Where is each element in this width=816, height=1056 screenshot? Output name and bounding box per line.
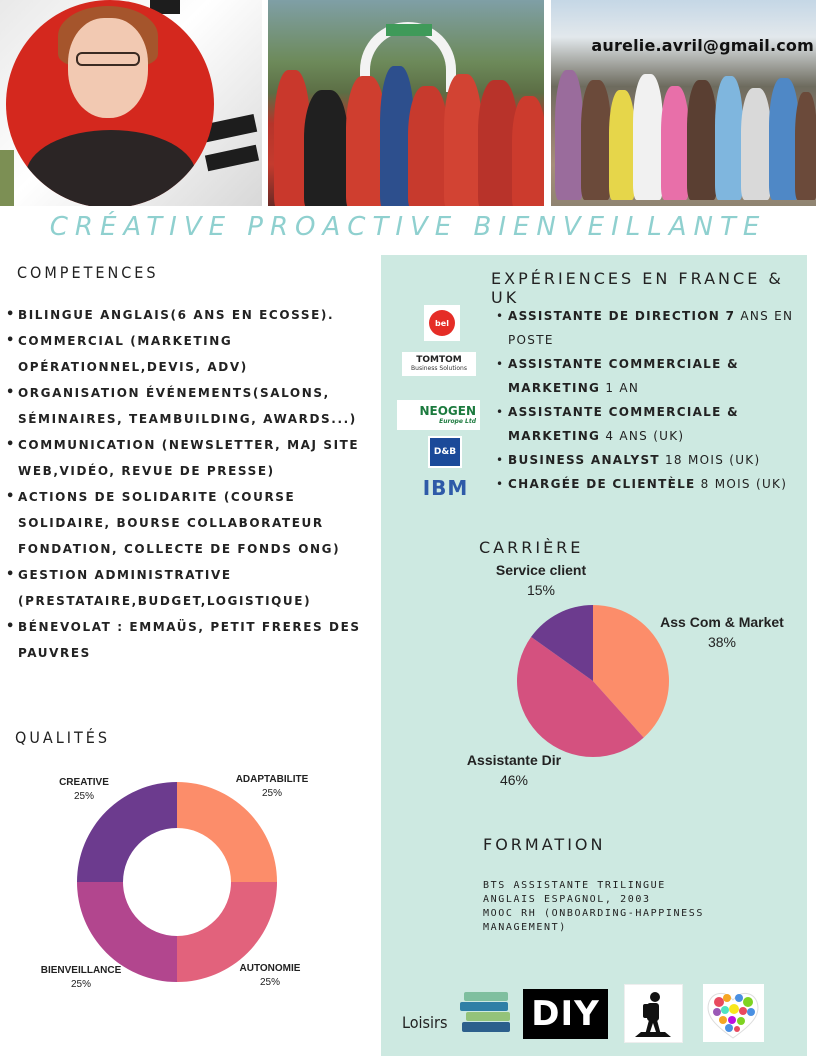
pie-label-service-client <box>488 560 594 600</box>
experiences-list <box>496 304 796 496</box>
donut-label-value: 25% <box>70 979 91 990</box>
neogen-logo <box>397 400 480 430</box>
donut-label-value: 25% <box>261 788 282 799</box>
child <box>661 86 689 200</box>
runner <box>408 86 448 206</box>
tomtom-logo-text: TOMTOM <box>416 355 462 365</box>
book-shape <box>460 1002 508 1011</box>
pie-label-value: 46% <box>499 772 529 788</box>
list-item <box>496 400 796 448</box>
donut-label-name: AUTONOMIE <box>239 963 301 974</box>
pie-label-value: 15% <box>526 582 556 598</box>
donut-label-bienveillance <box>36 964 126 992</box>
pie-label-ass-com <box>656 612 788 652</box>
pie-label-assistante-dir <box>462 750 566 790</box>
child <box>795 92 816 200</box>
list-item <box>496 448 796 472</box>
exp-detail: ANS EN POSTE <box>508 309 794 347</box>
portrait-photo <box>0 0 262 206</box>
book-shape <box>462 1022 510 1032</box>
child <box>741 88 771 200</box>
heart-hands-icon <box>703 984 764 1042</box>
neogen-logo-subtext: Europe Ltd <box>439 418 476 425</box>
experiences-heading: EXPÉRIENCES EN FRANCE & UK <box>491 269 784 307</box>
formation-line: MOOC RH (ONBOARDING-HAPPINESS <box>483 908 704 919</box>
exp-detail: 4 ANS (UK) <box>600 429 685 443</box>
diy-icon: DIY <box>523 989 608 1039</box>
child <box>581 80 611 200</box>
neogen-logo-text: NEOGEN <box>419 404 476 418</box>
exp-role: ASSISTANTE COMMERCIALE & MARKETING <box>508 405 739 443</box>
formation-line: ANGLAIS ESPAGNOL, 2003 <box>483 894 651 905</box>
exp-detail: 1 AN <box>600 381 640 395</box>
exp-detail: 8 MOIS (UK) <box>695 477 788 491</box>
loisirs-label: Loisirs <box>402 1013 448 1032</box>
list-item: • BÉNEVOLAT : EMMAÜS, PETIT FRERES DES PAUVRES <box>18 614 378 666</box>
child <box>609 90 635 200</box>
formation-heading: FORMATION <box>483 835 606 854</box>
hiker-icon <box>624 984 683 1043</box>
donut-label-value: 25% <box>73 791 94 802</box>
list-item <box>496 304 796 352</box>
list-item <box>496 352 796 400</box>
list-item: • ACTIONS DE SOLIDARITE (COURSE SOLIDAIRE, BOURSE COLLABORATEUR FONDATION, COLLECTE DE FONDS ONG) <box>18 484 378 562</box>
list-item: • COMMERCIAL (MARKETING OPÉRATIONNEL,DEVIS, ADV) <box>18 328 378 380</box>
exp-role: CHARGÉE DE CLIENTÈLE <box>508 477 696 491</box>
donut-label-value: 25% <box>259 977 280 988</box>
competences-heading: COMPETENCES <box>17 263 159 282</box>
donut-label-adaptabilite <box>232 773 312 801</box>
exp-role: ASSISTANTE COMMERCIALE & MARKETING <box>508 357 739 395</box>
exp-role: BUSINESS ANALYST <box>508 453 660 467</box>
donut-label-name: CREATIVE <box>59 777 109 788</box>
tomtom-logo <box>402 352 476 376</box>
pie-label-name: Assistante Dir <box>466 752 562 768</box>
portrait-glasses <box>76 52 140 66</box>
runner <box>304 90 348 206</box>
formation-list <box>483 879 783 935</box>
book-shape <box>466 1012 510 1021</box>
books-icon <box>460 990 512 1034</box>
portrait-shirt <box>26 130 196 206</box>
formation-line: BTS ASSISTANTE TRILINGUE <box>483 880 666 891</box>
finish-arch-sign <box>386 24 432 36</box>
child <box>687 80 717 200</box>
running-team-photo <box>268 0 544 206</box>
formation-line: MANAGEMENT) <box>483 922 567 933</box>
plant-detail <box>0 150 14 206</box>
heart-hands-graphic <box>703 984 764 1042</box>
pie-label-name: Ass Com & Market <box>660 614 784 630</box>
child <box>715 76 743 200</box>
bel-logo <box>424 305 460 341</box>
list-item: • GESTION ADMINISTRATIVE (PRESTATAIRE,BUDGET,LOGISTIQUE) <box>18 562 378 614</box>
carriere-pie-chart <box>381 560 807 800</box>
child <box>633 74 663 200</box>
donut-label-name: ADAPTABILITE <box>235 774 309 785</box>
exp-detail: 18 MOIS (UK) <box>659 453 761 467</box>
list-item: • COMMUNICATION (NEWSLETTER, MAJ SITE WEB,VIDÉO, REVUE DE PRESSE) <box>18 432 378 484</box>
list-item: • ORGANISATION ÉVÉNEMENTS(SALONS, SÉMINAIRES, TEAMBUILDING, AWARDS...) <box>18 380 378 432</box>
child <box>555 70 583 200</box>
pie-label-name: Service client <box>495 562 587 578</box>
donut-label-autonomie <box>232 962 308 990</box>
dnb-logo: D&B <box>428 436 462 468</box>
exp-role: ASSISTANTE DE DIRECTION 7 <box>508 309 736 323</box>
poster-detail <box>205 145 259 171</box>
book-shape <box>464 992 508 1001</box>
competences-list <box>0 302 378 666</box>
bel-logo-mark: bel <box>429 310 455 336</box>
donut-label-name: BIENVEILLANCE <box>40 965 122 976</box>
tagline: CRÉATIVE PROACTIVE BIENVEILLANTE <box>49 212 767 242</box>
children-group-photo <box>551 0 816 206</box>
list-item: • BILINGUE ANGLAIS(6 ANS EN ECOSSE). <box>18 302 378 328</box>
runner <box>512 96 544 206</box>
donut-label-creative <box>52 776 116 804</box>
pie-label-value: 38% <box>707 634 737 650</box>
carriere-heading: CARRIÈRE <box>479 538 584 557</box>
email-address[interactable]: aurelie.avril@gmail.com <box>591 36 814 55</box>
qualites-heading: QUALITÉS <box>15 728 110 747</box>
runner <box>444 74 482 206</box>
list-item <box>496 472 796 496</box>
portrait-face <box>68 18 148 118</box>
ibm-logo: IBM <box>417 476 474 500</box>
hiker-silhouette <box>625 985 682 1042</box>
portrait-circle <box>6 0 214 206</box>
tomtom-logo-subtext: Business Solutions <box>411 365 467 372</box>
